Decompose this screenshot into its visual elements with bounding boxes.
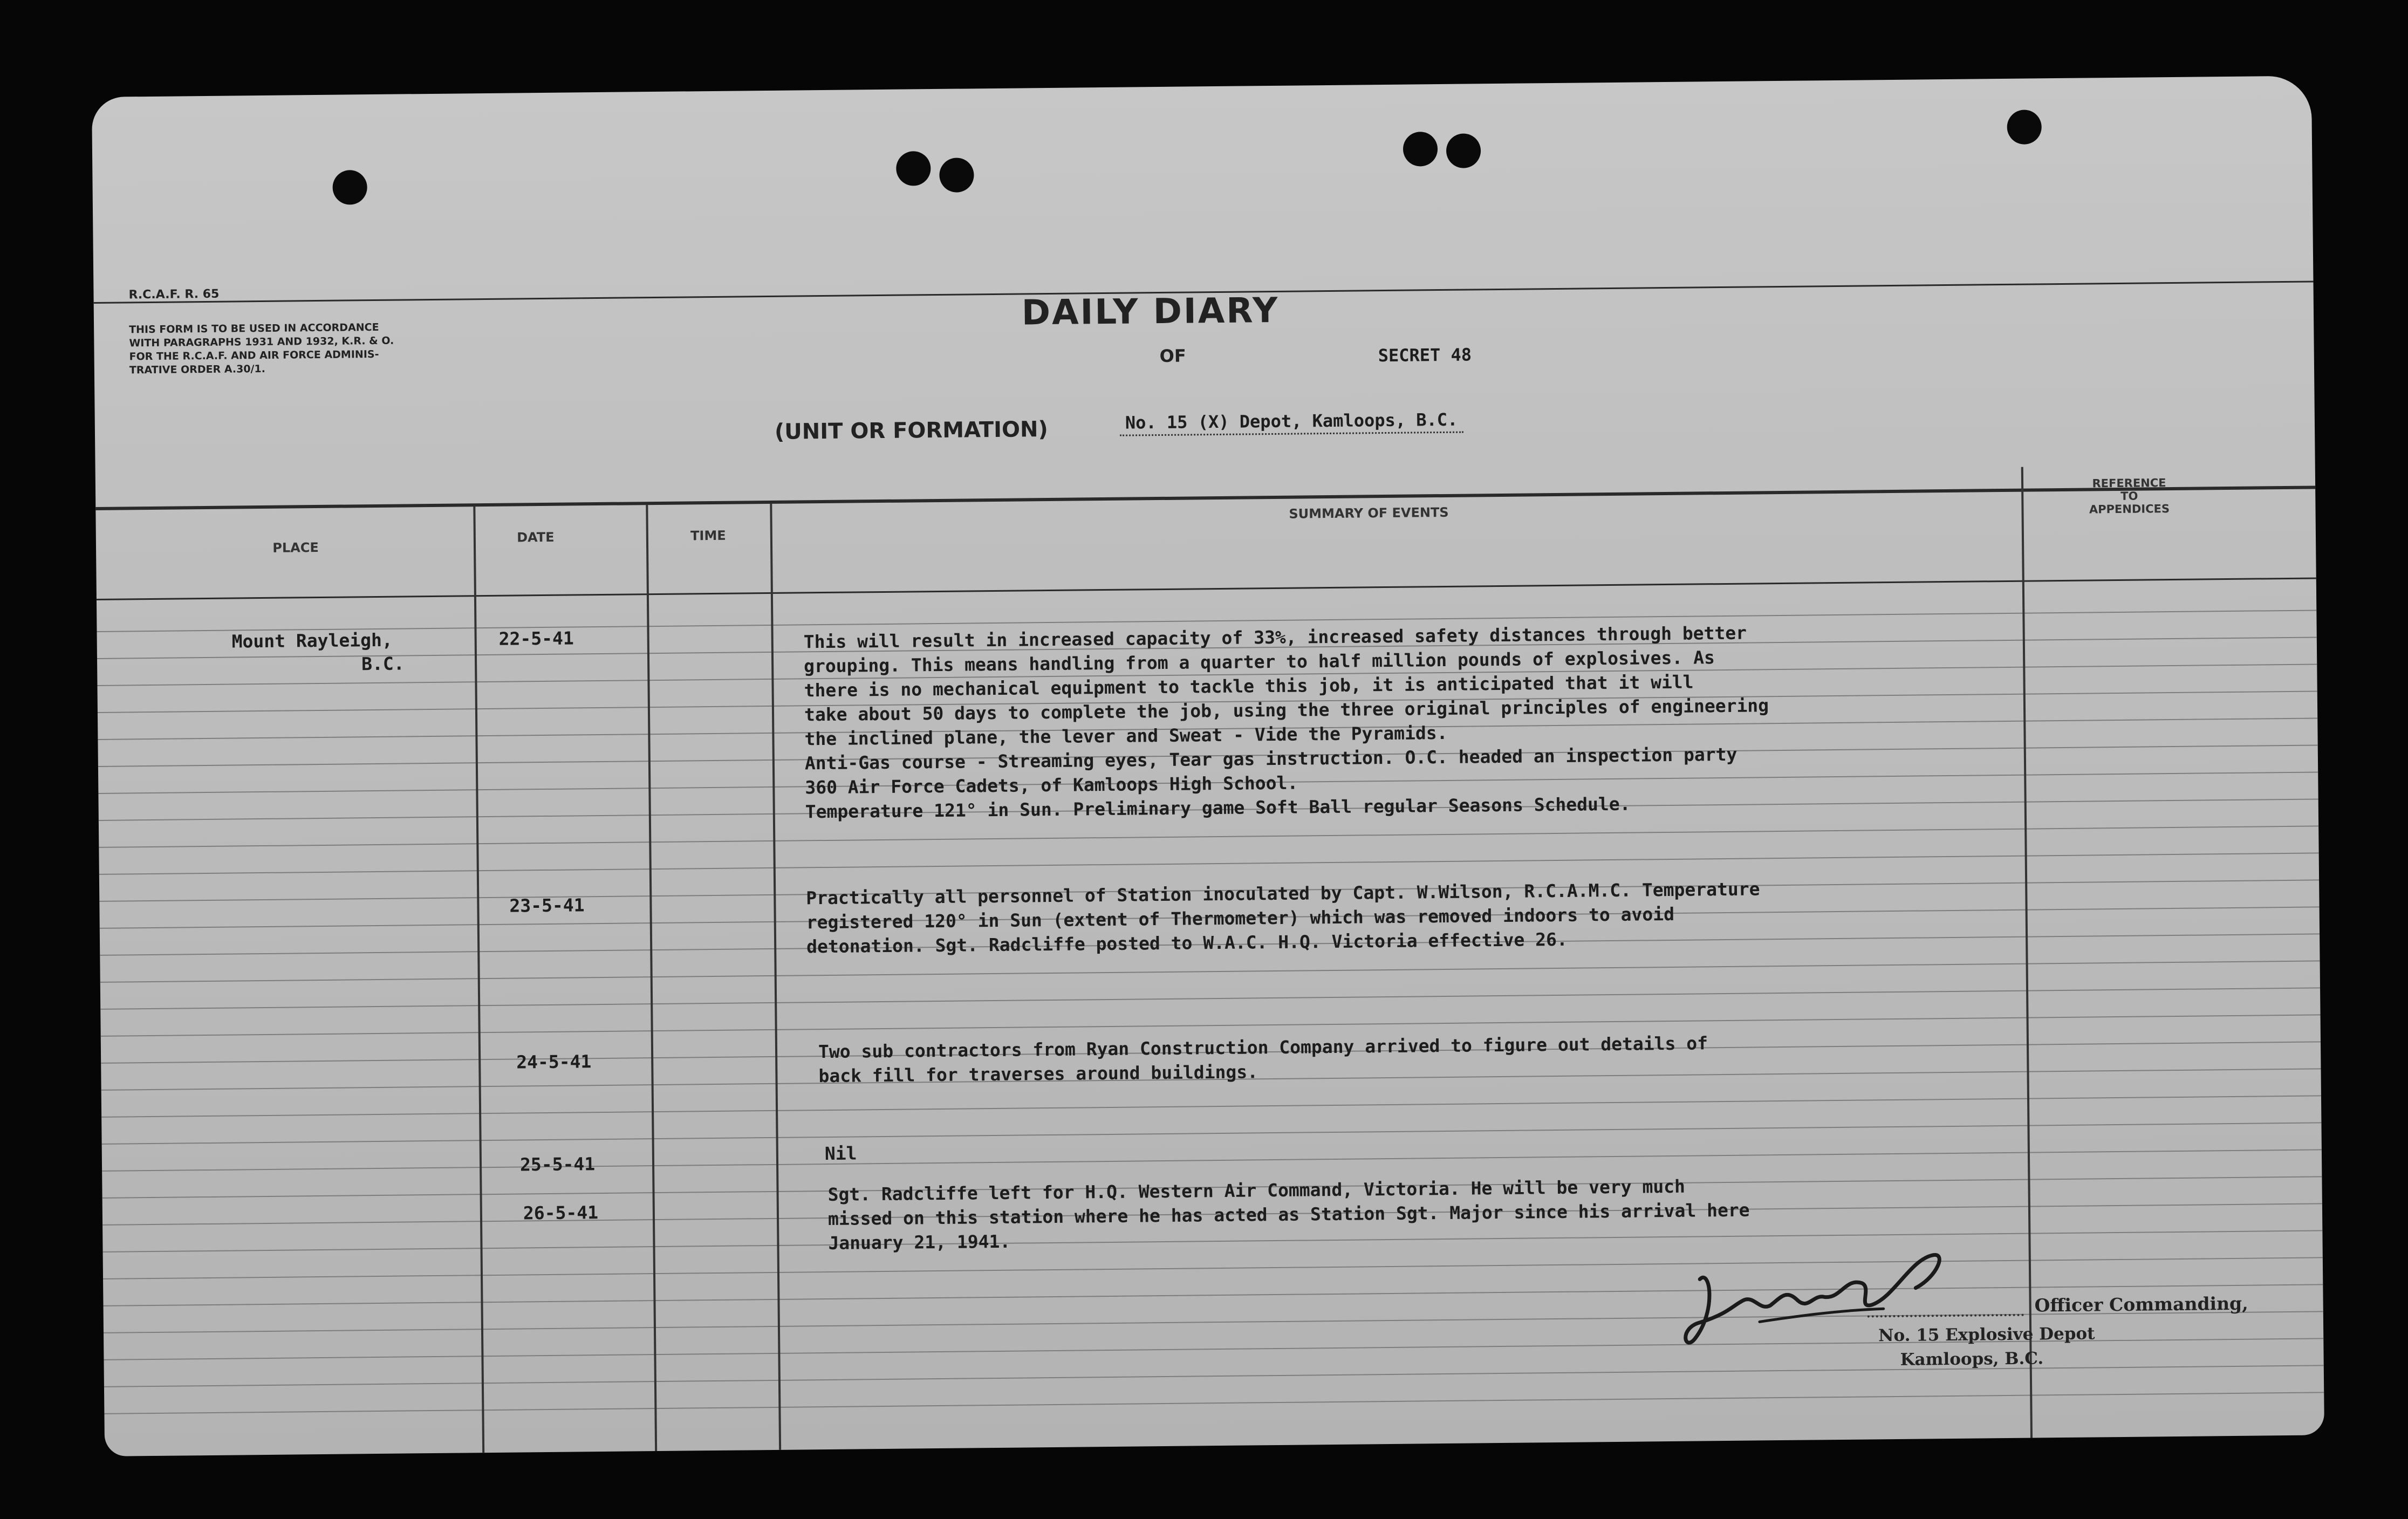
header-time: TIME <box>690 528 726 544</box>
unit-label: (UNIT OR FORMATION) <box>774 417 1048 444</box>
of-label: OF <box>1159 345 1186 367</box>
summary-line: Temperature 121° in Sun. Preliminary game Soft Ball regular Seasons Schedule. <box>805 793 1631 823</box>
summary-entry <box>827 1174 1750 1255</box>
summary-line: there is no mechanical equipment to tackle this job, it is anticipated that it will <box>804 671 1694 701</box>
summary-line: registered 120° in Sun (extent of Thermometer) which was removed indoors to avoid <box>806 903 1675 933</box>
summary-line: January 21, 1941. <box>828 1230 1011 1254</box>
summary-line: back fill for traverses around buildings. <box>818 1061 1258 1087</box>
summary-line: This will result in increased capacity of 33%, increased safety distances through better <box>803 622 1747 653</box>
summary-entry <box>804 620 1770 824</box>
column-divider <box>646 504 657 1451</box>
signature-title: Officer Commanding, <box>2034 1292 2248 1316</box>
unit-value: No. 15 (X) Depot, Kamloops, B.C. <box>1120 408 1463 436</box>
place-line: B.C. <box>361 653 405 675</box>
notice-line: FOR THE R.C.A.F. AND AIR FORCE ADMINIS- <box>129 348 379 363</box>
summary-line: missed on this station where he has acted as Station Sgt. Major since his arrival here <box>827 1199 1750 1229</box>
date-cell: 25-5-41 <box>519 1153 596 1175</box>
place-line: Mount Rayleigh, <box>231 629 393 652</box>
header-reference <box>2048 476 2211 516</box>
punch-hole <box>939 158 974 193</box>
notice-line: THIS FORM IS TO BE USED IN ACCORDANCE <box>129 321 379 336</box>
punch-hole <box>1446 133 1481 168</box>
date-cell: 24-5-41 <box>516 1051 592 1073</box>
punch-hole <box>1403 132 1438 167</box>
summary-line: the inclined plane, the lever and Sweat - Vide the Pyramids. <box>804 722 1448 750</box>
header-rule <box>97 577 2316 600</box>
classification-stamp: SECRET 48 <box>1378 344 1472 366</box>
diary-form-card <box>92 76 2324 1456</box>
form-notice <box>129 321 394 378</box>
header-summary: SUMMARY OF EVENTS <box>1289 504 1449 522</box>
punch-hole <box>2007 110 2042 145</box>
summary-line: grouping. This means handling from a quarter to half million pounds of explosives. As <box>803 647 1715 677</box>
date-cell: 22-5-41 <box>498 627 574 649</box>
summary-line: Nil <box>824 1142 857 1165</box>
notice-line: TRATIVE ORDER A.30/1. <box>129 362 265 377</box>
summary-line: Sgt. Radcliffe left for H.Q. Western Air Command, Victoria. He will be very much <box>827 1175 1686 1205</box>
punch-hole <box>332 170 367 205</box>
summary-line: take about 50 days to complete the job, using the three original principles of engineering <box>804 695 1769 726</box>
summary-line: detonation. Sgt. Radcliffe posted to W.A.C. H.Q. Victoria effective 26. <box>806 928 1568 957</box>
date-cell: 26-5-41 <box>523 1202 599 1224</box>
reference-line: REFERENCE <box>2092 476 2166 490</box>
summary-line: Two sub contractors from Ryan Construction Company arrived to figure out details of <box>818 1032 1708 1063</box>
form-title: DAILY DIARY <box>1021 290 1280 333</box>
table-top-rule <box>95 485 2315 510</box>
summary-entry <box>825 1141 857 1166</box>
summary-line: 360 Air Force Cadets, of Kamloops High School. <box>805 772 1298 798</box>
date-cell: 23-5-41 <box>509 894 585 916</box>
notice-line: WITH PARAGRAPHS 1931 AND 1932, K.R. & O. <box>129 334 394 350</box>
header-date: DATE <box>517 529 555 545</box>
ruled-lines <box>92 76 2311 97</box>
summary-line: Anti-Gas course - Streaming eyes, Tear gas instruction. O.C. headed an inspection party <box>804 743 1737 774</box>
summary-entry <box>818 1031 1708 1088</box>
punch-hole <box>896 151 931 186</box>
summary-line: Practically all personnel of Station inoculated by Capt. W.Wilson, R.C.A.M.C. Temperature <box>806 878 1760 909</box>
handwritten-signature <box>1678 1244 1981 1365</box>
place-cell <box>231 628 404 677</box>
signature-unit: No. 15 Explosive Depot <box>1878 1324 2095 1346</box>
reference-line: APPENDICES <box>2089 502 2170 516</box>
summary-entry <box>806 877 1760 959</box>
column-divider <box>473 506 484 1453</box>
signature-location: Kamloops, B.C. <box>1900 1349 2044 1370</box>
column-divider <box>770 503 781 1450</box>
reference-line: TO <box>2120 489 2138 503</box>
form-number: R.C.A.F. R. 65 <box>128 287 220 302</box>
header-place: PLACE <box>272 540 319 556</box>
